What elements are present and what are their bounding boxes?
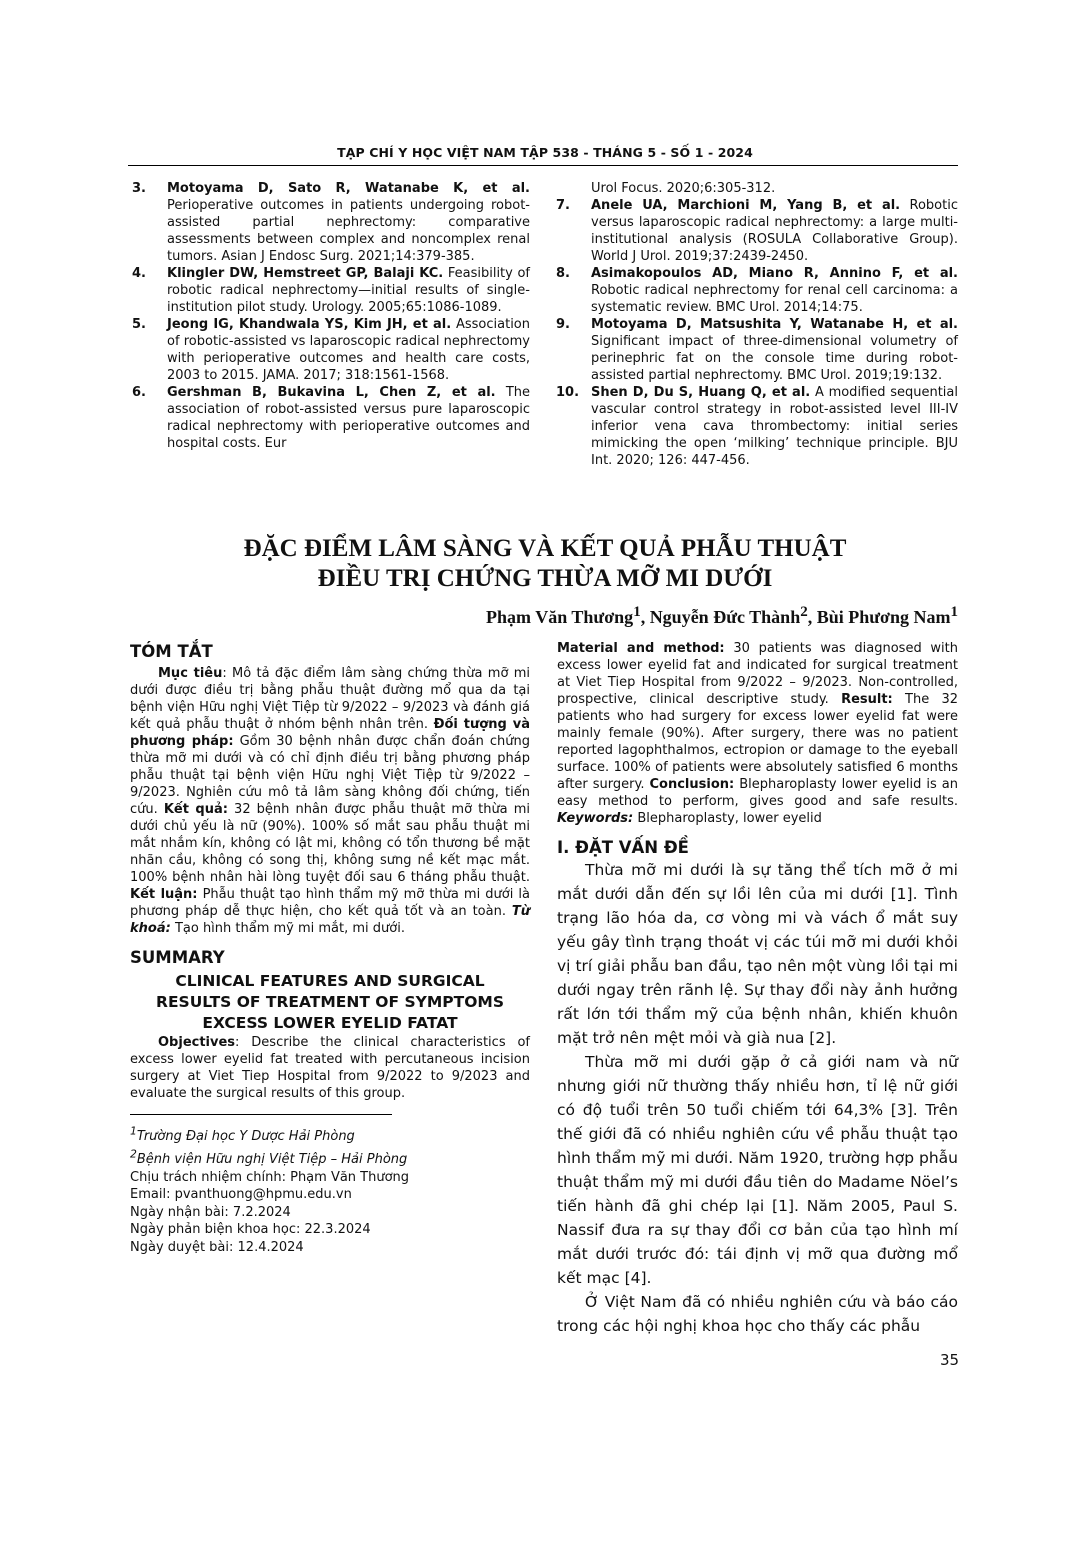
introduction-paragraph: Ở Việt Nam đã có nhiều nghiên cứu và báo cáo trong các hội nghị khoa học cho thấy các phẫu: [557, 1293, 958, 1335]
reference-authors: Jeong IG, Khandwala YS, Kim JH, et al.: [167, 317, 452, 332]
left-body-column: [130, 643, 530, 1256]
abstract-label-conclusion: Kết luận:: [130, 887, 198, 902]
reference-number: 6.: [132, 385, 146, 400]
abstract-text: Gồm 30 bệnh nhân được chẩn đoán chứng thừa mỡ mi dưới và có chỉ định điều trị bằng phương pháp phẫu thuật tại bệnh viện Hữu nghị Việt Tiệp từ 9/2022 – 9/2023. Nghiên cứu mô tả lâm sàng không đối chứng, tiến cứu.: [130, 734, 531, 817]
reference-authors: Motoyama D, Matsushita Y, Watanabe H, et al.: [591, 317, 958, 332]
summary-label-result: Result:: [841, 692, 893, 707]
page-number: 35: [940, 1351, 960, 1369]
abstract-vn-paragraph: [130, 665, 530, 937]
author-affiliation-mark: 2: [800, 604, 808, 620]
reference-authors: Motoyama D, Sato R, Watanabe K, et al.: [167, 181, 530, 196]
author-name: Bùi Phương Nam: [816, 607, 951, 627]
running-header: TẠP CHÍ Y HỌC VIỆT NAM TẬP 538 - THÁNG 5 - SỐ 1 - 2024: [337, 145, 753, 160]
summary-heading: SUMMARY: [130, 948, 225, 967]
footnote-rule: [130, 1114, 392, 1115]
abstract-heading-vn: TÓM TẮT: [130, 642, 213, 661]
reference-text: Urol Focus. 2020;6:305-312.: [591, 181, 776, 196]
footnote-email: Email: pvanthuong@hpmu.edu.vn: [130, 1187, 352, 1203]
references-right-column: [556, 180, 958, 469]
reference-number: 9.: [556, 317, 570, 332]
reference-authors: Gershman B, Bukavina L, Chen Z, et al.: [167, 385, 496, 400]
author-separator: ,: [807, 607, 817, 627]
reference-number: 8.: [556, 266, 570, 281]
reference-text: The association of robot-assisted versus pure laparoscopic radical nephrectomy with perioperative outcomes and hospital costs. Eur: [167, 385, 530, 451]
introduction-paragraph: Thừa mỡ mi dưới là sự tăng thể tích mỡ ở mi mắt dưới dẫn đến sự lồi lên của mi dưới [1]. Tình trạng lão hóa da, cơ vòng mi và vách ổ mắt suy yếu gây tình trạng thoát vị các túi mỡ mi dưới khỏi vị trí giải phẫu ban đầu, tạo nên một vùng lồi tại mi dưới ngay trên rãnh lệ. Sự thay đổi này ảnh hưởng rất lớn tới thẩm mỹ của bệnh nhân, khiến khuôn mặt trở nên mệt mỏi và già nua [2].: [557, 861, 958, 1047]
abstract-label-results: Kết quả:: [163, 802, 228, 817]
summary-text: Blepharoplasty lower eyelid is an easy method to perform, gives good and safe results.: [557, 777, 958, 809]
reference-continuation: [556, 180, 958, 197]
summary-objectives-paragraph: [130, 1034, 530, 1102]
summary-text: The 32 patients who had surgery for excess lower eyelid fat were mainly female (90%). After surgery, there was no patient reported lagophthalmos, ectropion or damage to the eyeball surface. 100% of patients were absolutely satisfied 6 months after surgery.: [557, 692, 958, 792]
abstract-text: : Mô tả đặc điểm lâm sàng chứng thừa mỡ mi dưới được điều trị bằng phẫu thuật đường mổ qua da tại bệnh viện Hữu nghị Việt Tiệp từ 9/2022 – 9/2023 và đánh giá kết quả phẫu thuật ở nhóm bệnh nhân trên.: [130, 666, 531, 732]
author-affiliation-mark: 1: [633, 604, 641, 620]
reference-text: A modified sequential vascular control strategy in robot-assisted level III-IV inferior vena cava thrombectomy: initial series mimicking the open ‘milking’ technique principle. BJU Int. 2020; 126: 447-456.: [591, 385, 958, 468]
reference-authors: Shen D, Du S, Huang Q, et al.: [591, 385, 811, 400]
abstract-text: Phẫu thuật tạo hình thẩm mỹ mỡ thừa mi dưới là phương pháp dễ thực hiện, cho kết quả tốt và an toàn.: [130, 887, 530, 919]
references-left-column: [132, 180, 530, 452]
reference-number: 7.: [556, 198, 570, 213]
reference-number: 10.: [556, 385, 580, 400]
summary-label-method: Material and method:: [557, 641, 725, 656]
summary-title-line: RESULTS OF TREATMENT OF SYMPTOMS: [156, 993, 504, 1011]
summary-text: 30 patients was diagnosed with excess lower eyelid fat and indicated for surgical treatment at Viet Tiep Hospital from 9/2022 – 9/2023. Non-controlled, prospective, clinical descriptive study.: [557, 641, 958, 707]
footnote-review-date: Ngày phản biện khoa học: 22.3.2024: [130, 1222, 371, 1238]
reference-number: 4.: [132, 266, 146, 281]
summary-label-objectives: Objectives: [158, 1035, 236, 1050]
summary-label-keywords: Keywords:: [557, 811, 634, 826]
abstract-label-methods: Đối tượng và phương pháp:: [130, 717, 530, 749]
reference-number: 3.: [132, 181, 146, 196]
reference-authors: Klingler DW, Hemstreet GP, Balaji KC.: [167, 266, 444, 281]
abstract-text: 32 bệnh nhân được phẫu thuật mỡ thừa mi dưới chủ yếu là nữ (90%). 100% số mắt sau phẫu thuật mi mắt nhắm kín, không có lật mi, không có tổn thương bề mặt nhãn cầu, không có song thị, không sưng nề kết mạc mắt. 100% bệnh nhân hài lòng tuyệt đối sau 6 tháng phẫu thuật.: [130, 802, 531, 885]
introduction-heading: I. ĐẶT VẤN ĐỀ: [557, 838, 689, 857]
abstract-text: Tạo hình thẩm mỹ mi mắt, mi dưới.: [170, 921, 405, 936]
summary-title-line: CLINICAL FEATURES AND SURGICAL: [175, 972, 485, 990]
reference-item: [556, 316, 958, 384]
footnote-received-date: Ngày nhận bài: 7.2.2024: [130, 1204, 291, 1220]
footnote-affiliation-1: $^1$Trường Đại học Y Dược Hải Phòng: [130, 1125, 355, 1145]
header-rule: [128, 165, 958, 166]
footnote-affiliation-2: $^2$Bệnh viện Hữu nghị Việt Tiệp – Hải Phòng: [130, 1147, 408, 1168]
reference-item: [556, 265, 958, 316]
reference-item: [132, 316, 530, 384]
summary-title-line: EXCESS LOWER EYELID FATAT: [202, 1014, 458, 1032]
reference-authors: Asimakopoulos AD, Miano R, Annino F, et al.: [591, 266, 958, 281]
reference-number: 5.: [132, 317, 146, 332]
author-name: Nguyễn Đức Thành: [649, 607, 801, 627]
reference-text: Significant impact of three-dimensional volumetry of perinephric fat on the console time during robot-assisted partial nephrectomy. BMC Urol. 2019;19:132.: [591, 334, 958, 383]
summary-text: : Describe the clinical characteristics of excess lower eyelid fat treated with percutaneous incision surgery at Viet Tiep Hospital from 9/2022 to 9/2023 and evaluate the surgical results of this group.: [130, 1035, 530, 1101]
article-title-line: ĐẶC ĐIỂM LÂM SÀNG VÀ KẾT QUẢ PHẪU THUẬT: [243, 535, 847, 562]
author-name: Phạm Văn Thương: [486, 607, 634, 627]
reference-text: Feasibility of robotic radical nephrectomy—initial results of single-institution pilot study. Urology. 2005;65:1086-1089.: [167, 266, 530, 315]
author-list: [486, 604, 958, 628]
author-separator: ,: [640, 607, 650, 627]
reference-text: Perioperative outcomes in patients undergoing robot-assisted partial nephrectomy: comparative assessments between complex and noncomplex renal tumors. Asian J Endosc Surg. 2021;14:379-385.: [167, 198, 530, 264]
reference-text: Robotic versus laparoscopic radical nephrectomy: a large multi-institutional analysis (ROSULA Collaborative Group). World J Urol. 2019;37:2439-2450.: [591, 198, 958, 264]
reference-item: [132, 180, 530, 265]
summary-continuation-paragraph: [557, 640, 958, 827]
affiliation-text: Bệnh viện Hữu nghị Việt Tiệp – Hải Phòng: [136, 1152, 408, 1168]
summary-title: [130, 971, 530, 1034]
footnote-accepted-date: Ngày duyệt bài: 12.4.2024: [130, 1239, 304, 1255]
abstract-label-objective: Mục tiêu: [158, 666, 223, 681]
reference-item: [132, 265, 530, 316]
article-title-line: ĐIỀU TRỊ CHỨNG THỪA MỠ MI DƯỚI: [317, 565, 773, 592]
reference-authors: Anele UA, Marchioni M, Yang B, et al.: [591, 198, 901, 213]
reference-item: [132, 384, 530, 452]
author-affiliation-mark: 1: [950, 604, 958, 620]
summary-text: Blepharoplasty, lower eyelid: [633, 811, 822, 826]
summary-label-conclusion: Conclusion:: [649, 777, 735, 792]
reference-text: Association of robotic-assisted vs laparoscopic radical nephrectomy with perioperative outcomes and health care costs, 2003 to 2015. JAMA. 2017; 318:1561-1568.: [167, 317, 530, 383]
article-title: [0, 534, 1090, 594]
reference-item: [556, 197, 958, 265]
reference-text: Robotic radical nephrectomy for renal cell carcinoma: a systematic review. BMC Urol. 2014;14:75.: [591, 283, 958, 315]
affiliation-text: Trường Đại học Y Dược Hải Phòng: [136, 1129, 355, 1145]
footnote-responsible: Chịu trách nhiệm chính: Phạm Văn Thương: [130, 1169, 410, 1185]
abstract-label-keywords: Từ khoá:: [130, 904, 530, 936]
reference-item: [556, 384, 958, 469]
introduction-paragraph: Thừa mỡ mi dưới gặp ở cả giới nam và nữ nhưng giới nữ thường thấy nhiều hơn, tỉ lệ nữ giới có độ tuổi trên 50 tuổi chiếm tới 64,3% [3]. Trên thế giới đã có nhiều nghiên cứu về phẫu thuật tạo hình thẩm mỹ mi dưới. Năm 1920, trường hợp phẫu thuật thẩm mỹ mi dưới đầu tiên do Madame Nöel’s tiến hành đã ghi chép lại [1]. Năm 2005, Paul S. Nassif đưa ra sự thay đổi cơ bản của tạo hình mí mắt dưới trước đó: tái định vị mỡ qua đường mổ kết mạc [4].: [557, 1053, 958, 1287]
right-body-column: [557, 640, 958, 1338]
